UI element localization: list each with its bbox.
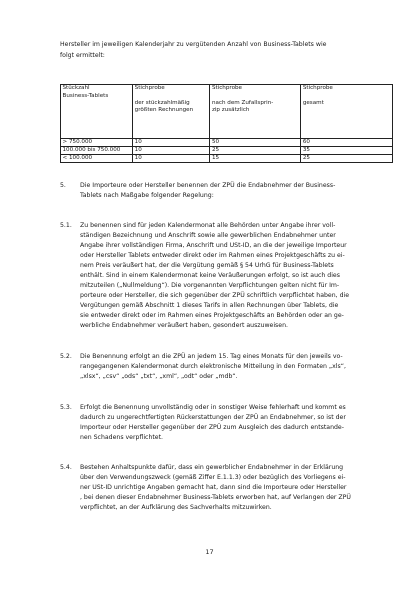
header-text: Stichprobe bbox=[211, 85, 242, 91]
header-cell-largest bbox=[133, 85, 210, 139]
text-line: Bestehen Anhaltspunkte dafür, dass ein gewerblicher Endabnehmer in der Erklärung bbox=[80, 464, 344, 471]
section-number: 5.2. bbox=[60, 353, 72, 360]
cell-total: 60 bbox=[301, 139, 393, 147]
section-number: 5.1. bbox=[60, 222, 72, 229]
header-text: zip zusätzlich bbox=[211, 107, 250, 113]
header-cell-total bbox=[301, 85, 393, 139]
cell-largest: 10 bbox=[133, 147, 210, 155]
page-number: 17 bbox=[205, 548, 214, 556]
cell-random: 15 bbox=[210, 155, 301, 163]
text-line: nen Schadens verpflichtet. bbox=[80, 434, 164, 442]
text-line: oder Hersteller Tablets entweder direkt oder im Rahmen eines Projektgeschäfts zu ei- bbox=[80, 252, 345, 260]
text-line: ner USt-ID unrichtige Angaben gemacht hat, dann sind die Importeure oder Hersteller bbox=[80, 484, 347, 492]
text-line: Die Importeure oder Hersteller benennen der ZPÜ die Endabnehmer der Business- bbox=[80, 182, 336, 189]
cell-range: < 100.000 bbox=[61, 155, 133, 163]
cell-range: > 750.000 bbox=[61, 139, 133, 147]
header-cell-random bbox=[210, 85, 301, 139]
text-line: sie entweder direkt oder im Rahmen eines Projektgeschäfts an Behörden oder an ge- bbox=[80, 312, 344, 320]
text-line: Importeur oder Hersteller gegenüber der ZPÜ zum Ausgleich des dadurch entstande- bbox=[80, 424, 344, 432]
section-text bbox=[80, 403, 390, 443]
header-cell-quantity bbox=[61, 85, 133, 139]
section-text bbox=[80, 221, 390, 332]
sample-size-table bbox=[60, 84, 393, 163]
cell-range: 100.000 bis 750.000 bbox=[61, 147, 133, 155]
section-number: 5.3. bbox=[60, 404, 72, 411]
text-line: ständigen Bezeichnung und Anschrift sowie alle gewerblichen Endabnehmer unter bbox=[80, 232, 336, 240]
text-line: , bei denen dieser Endabnehmer Business-Tablets erworben hat, auf Verlangen der ZPÜ bbox=[80, 494, 351, 502]
section-text bbox=[80, 352, 390, 382]
cell-largest: 10 bbox=[133, 139, 210, 147]
header-text: Stichprobe bbox=[302, 85, 333, 91]
text-line: nem Preis veräußert hat, der die Vergütung gemäß § 54 UrhG für Business-Tablets bbox=[80, 262, 334, 270]
cell-total: 25 bbox=[301, 155, 393, 163]
header-text: der stückzahlmäßig bbox=[134, 99, 190, 106]
header-text: Stückzahl bbox=[62, 85, 90, 91]
text-line: dadurch zu ungerechtfertigten Rückerstattungen der ZPÜ an Endabnehmer, so ist der bbox=[80, 414, 346, 422]
section-number: 5.4. bbox=[60, 464, 72, 471]
text-line: Zu benennen sind für jeden Kalendermonat alle Behörden unter Angabe ihrer voll- bbox=[80, 222, 336, 229]
intro-line: folgt ermittelt: bbox=[60, 52, 105, 59]
section-number: 5. bbox=[60, 182, 66, 189]
text-line: Angabe ihrer vollständigen Firma, Anschrift und USt-ID, an die der jeweilige Importeur bbox=[80, 242, 347, 250]
text-line: enthält. Sind in einem Kalendermonat keine Veräußerungen erfolgt, so ist auch dies bbox=[80, 272, 340, 280]
text-line: Die Benennung erfolgt an die ZPÜ an jedem 15. Tag eines Monats für den jeweils vo- bbox=[80, 353, 343, 360]
section-text bbox=[80, 463, 390, 513]
table-row bbox=[61, 155, 393, 163]
text-line: Erfolgt die Benennung unvollständig oder in sonstiger Weise fehlerhaft und kommt es bbox=[80, 404, 346, 411]
table-header-row bbox=[61, 85, 393, 139]
header-text: gesamt bbox=[302, 99, 324, 106]
table-row bbox=[61, 147, 393, 155]
text-line: mitzuteilen („Nullmeldung“). Die vorgenannten Verpflichtungen gelten nicht für Im- bbox=[80, 282, 340, 290]
header-text: Business-Tablets bbox=[62, 92, 109, 99]
text-line: porteure oder Hersteller, die sich gegenüber der ZPÜ schriftlich verpflichtet haben, die bbox=[80, 292, 350, 300]
text-line: werbliche Endabnehmer veräußert haben, gesondert auszuweisen. bbox=[80, 322, 288, 330]
header-text: Stichprobe bbox=[134, 85, 165, 91]
intro-line: Hersteller im jeweiligen Kalenderjahr zu vergütenden Anzahl von Business-Tablets wie bbox=[60, 41, 327, 48]
intro-paragraph bbox=[60, 39, 380, 61]
text-line: verpflichtet, an der Aufklärung des Sachverhalts mitzuwirken. bbox=[80, 504, 272, 512]
text-line: über den Verwendungszweck (gemäß Ziffer E.1.1.3) oder bezüglich des Vorliegens ei- bbox=[80, 474, 346, 482]
text-line: rangegangenen Kalendermonat durch elektronische Mitteilung in den Formaten „xls“, bbox=[80, 363, 346, 371]
text-line: Tablets nach Maßgabe folgender Regelung: bbox=[80, 192, 214, 200]
text-line: Vergütungen gemäß Abschnitt 1 dieses Tarifs in allen Rechnungen über Tablets, die bbox=[80, 302, 339, 310]
header-text: größten Rechnungen bbox=[134, 107, 194, 113]
section-text bbox=[80, 181, 390, 201]
cell-random: 50 bbox=[210, 139, 301, 147]
table-row bbox=[61, 139, 393, 147]
cell-largest: 10 bbox=[133, 155, 210, 163]
header-text: nach dem Zufallsprin- bbox=[211, 99, 274, 106]
cell-random: 25 bbox=[210, 147, 301, 155]
text-line: „xlsx“, „csv“ „ods“ „txt“, „xml“, „odt“ oder „mdb“. bbox=[80, 373, 238, 381]
cell-total: 35 bbox=[301, 147, 393, 155]
